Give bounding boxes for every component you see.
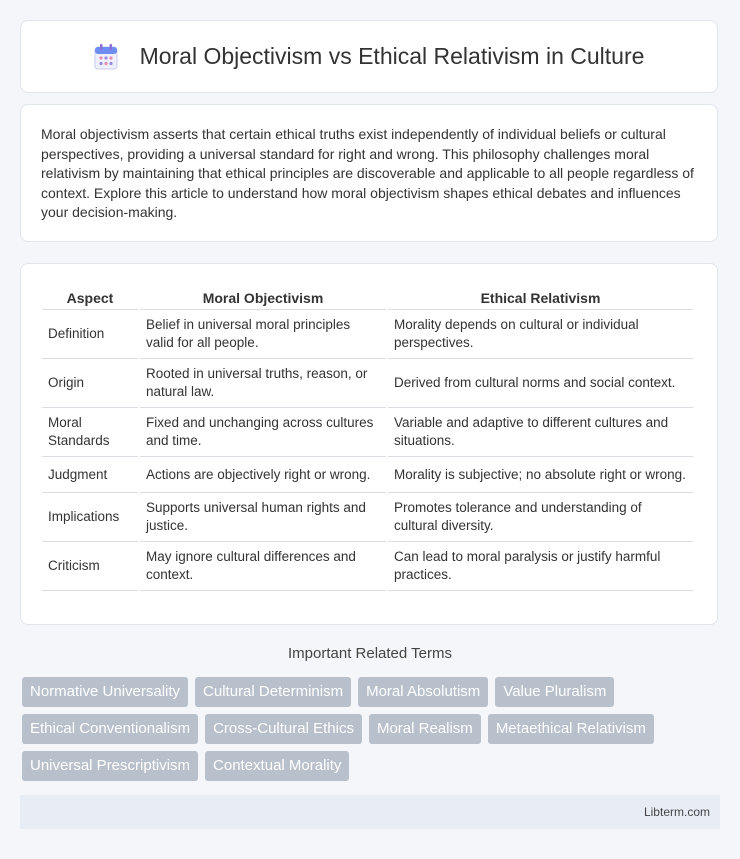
table-row [42, 493, 693, 542]
table-row [42, 310, 693, 359]
tag-value-pluralism[interactable]: Value Pluralism [495, 677, 614, 707]
footer-brand-link[interactable]: Libterm.com [643, 805, 710, 819]
cell-objectivism: Actions are objectively right or wrong. [140, 457, 386, 493]
cell-aspect: Implications [42, 493, 138, 542]
table-row [42, 408, 693, 457]
calendar-icon [94, 44, 118, 70]
cell-aspect: Moral Standards [42, 408, 138, 457]
cell-aspect: Criticism [42, 542, 138, 591]
cell-relativism: Morality depends on cultural or individual perspectives. [388, 310, 693, 359]
tag-row [22, 751, 722, 781]
comparison-table [40, 285, 695, 591]
tag-row [22, 714, 722, 744]
cell-relativism: Derived from cultural norms and social context. [388, 359, 693, 408]
tag-metaethical-relativism[interactable]: Metaethical Relativism [488, 714, 654, 744]
page-title: Moral Objectivism vs Ethical Relativism in Culture [139, 43, 645, 69]
related-terms-list [22, 677, 722, 788]
cell-objectivism: May ignore cultural differences and context. [140, 542, 386, 591]
cell-objectivism: Belief in universal moral principles valid for all people. [140, 310, 386, 359]
tag-contextual-morality[interactable]: Contextual Morality [205, 751, 349, 781]
cell-relativism: Can lead to moral paralysis or justify harmful practices. [388, 542, 693, 591]
cell-objectivism: Fixed and unchanging across cultures and time. [140, 408, 386, 457]
cell-aspect: Origin [42, 359, 138, 408]
table-header-row [42, 285, 693, 310]
title-card [20, 20, 718, 93]
tag-ethical-conventionalism[interactable]: Ethical Conventionalism [22, 714, 198, 744]
related-terms-title: Important Related Terms [288, 645, 452, 662]
tag-normative-universality[interactable]: Normative Universality [22, 677, 188, 707]
tag-row [22, 677, 722, 707]
header-aspect: Aspect [42, 285, 138, 310]
footer [20, 795, 720, 829]
table-row [42, 542, 693, 591]
comparison-table-card [20, 263, 718, 625]
header-moral-objectivism: Moral Objectivism [140, 285, 386, 310]
cell-objectivism: Rooted in universal truths, reason, or natural law. [140, 359, 386, 408]
tag-moral-absolutism[interactable]: Moral Absolutism [358, 677, 488, 707]
table-row [42, 359, 693, 408]
cell-aspect: Judgment [42, 457, 138, 493]
cell-relativism: Morality is subjective; no absolute right or wrong. [388, 457, 693, 493]
cell-relativism: Variable and adaptive to different cultures and situations. [388, 408, 693, 457]
table-row [42, 457, 693, 493]
tag-cross-cultural-ethics[interactable]: Cross-Cultural Ethics [205, 714, 362, 744]
cell-aspect: Definition [42, 310, 138, 359]
cell-relativism: Promotes tolerance and understanding of cultural diversity. [388, 493, 693, 542]
intro-paragraph: Moral objectivism asserts that certain ethical truths exist independently of individual beliefs or cultural perspectives, providing a universal standard for right and wrong. This philosophy challenges moral relativism by maintaining that ethical principles are discoverable and applicable to all people regardless of context. Explore this article to understand how moral objectivism shapes ethical debates and influences your decision-making. [41, 126, 694, 220]
intro-card [20, 104, 718, 242]
tag-moral-realism[interactable]: Moral Realism [369, 714, 481, 744]
tag-cultural-determinism[interactable]: Cultural Determinism [195, 677, 351, 707]
tag-universal-prescriptivism[interactable]: Universal Prescriptivism [22, 751, 198, 781]
cell-objectivism: Supports universal human rights and justice. [140, 493, 386, 542]
header-ethical-relativism: Ethical Relativism [388, 285, 693, 310]
